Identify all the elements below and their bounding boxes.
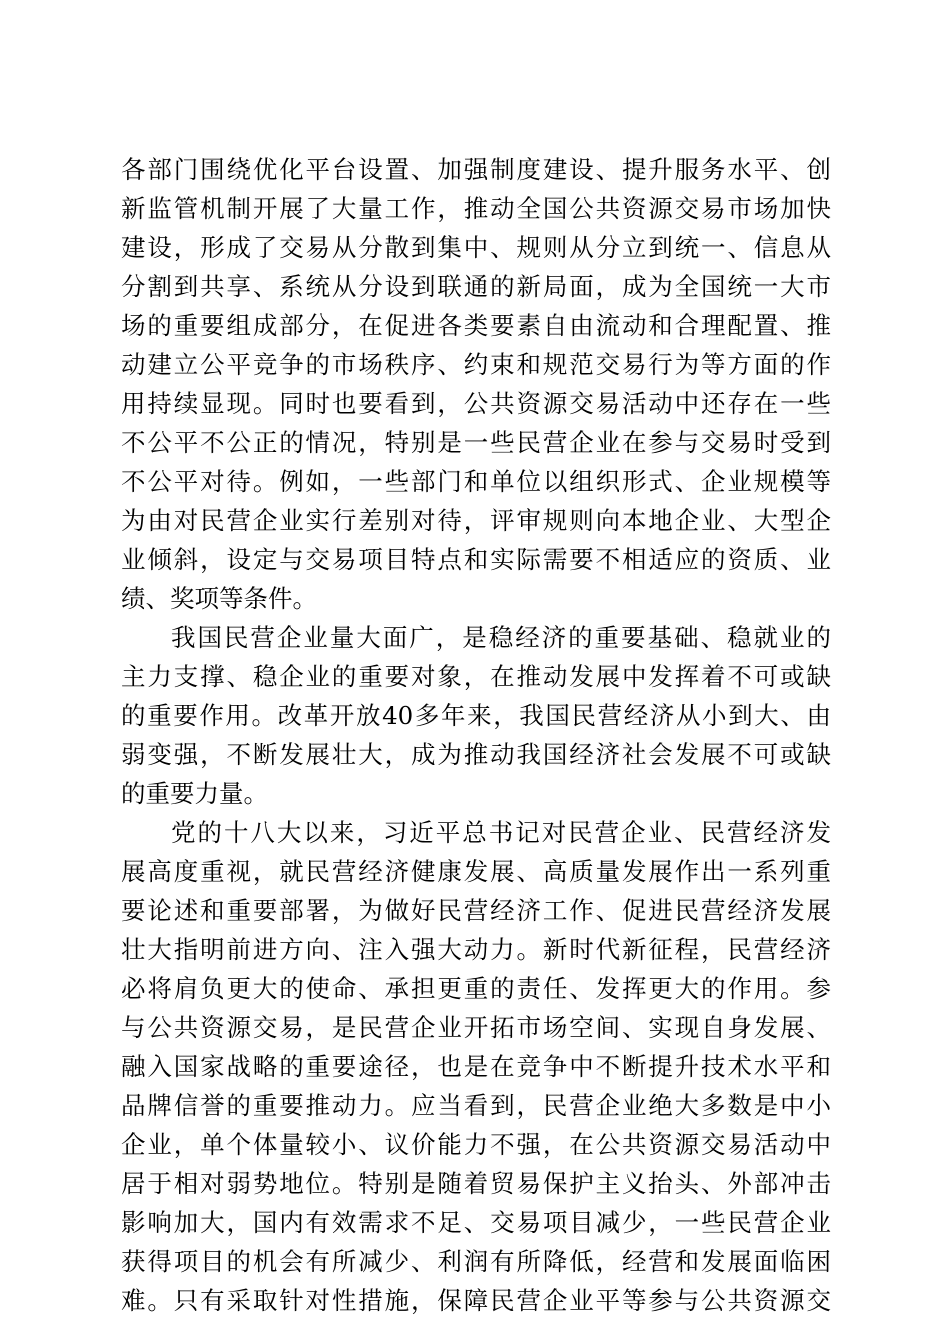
text-line: 业倾斜，设定与交易项目特点和实际需要不相适应的资质、业: [121, 545, 831, 574]
text-line: 要论述和重要部署，为做好民营经济工作、促进民营经济发展: [121, 896, 831, 925]
text-line: 的重要力量。: [121, 779, 268, 808]
text-line: 影响加大，国内有效需求不足、交易项目减少，一些民营企业: [121, 1208, 831, 1237]
text-line: 分割到共享、系统从分设到联通的新局面，成为全国统一大市: [121, 272, 831, 301]
text-line: 壮大指明前进方向、注入强大动力。新时代新征程，民营经济: [121, 935, 831, 964]
text-line: 建设，形成了交易从分散到集中、规则从分立到统一、信息从: [121, 233, 831, 262]
text-line: 弱变强，不断发展壮大，成为推动我国经济社会发展不可或缺: [121, 740, 831, 769]
paragraph: [121, 618, 831, 813]
text-line: 的重要作用。改革开放40多年来，我国民营经济从小到大、由: [121, 701, 831, 730]
text-line: 动建立公平竞争的市场秩序、约束和规范交易行为等方面的作: [121, 350, 831, 379]
text-line: 各部门围绕优化平台设置、加强制度建设、提升服务水平、创: [121, 155, 831, 184]
text-line: 不公平不公正的情况，特别是一些民营企业在参与交易时受到: [121, 428, 831, 457]
text-line: 主力支撑、稳企业的重要对象，在推动发展中发挥着不可或缺: [121, 662, 831, 691]
text-line: 为由对民营企业实行差别对待，评审规则向本地企业、大型企: [121, 506, 831, 535]
text-line: 展高度重视，就民营经济健康发展、高质量发展作出一系列重: [121, 857, 831, 886]
text-line: 居于相对弱势地位。特别是随着贸易保护主义抬头、外部冲击: [121, 1169, 831, 1198]
text-line: 不公平对待。例如，一些部门和单位以组织形式、企业规模等: [121, 467, 831, 496]
text-line: 融入国家战略的重要途径，也是在竞争中不断提升技术水平和: [121, 1052, 831, 1081]
text-line: 获得项目的机会有所减少、利润有所降低，经营和发展面临困: [121, 1247, 831, 1276]
text-line: 党的十八大以来，习近平总书记对民营企业、民营经济发: [171, 818, 831, 847]
text-line: 用持续显现。同时也要看到，公共资源交易活动中还存在一些: [121, 389, 831, 418]
paragraph: [121, 150, 831, 618]
text-line: 绩、奖项等条件。: [121, 584, 317, 613]
text-line: 场的重要组成部分，在促进各类要素自由流动和合理配置、推: [121, 311, 831, 340]
text-line: 品牌信誉的重要推动力。应当看到，民营企业绝大多数是中小: [121, 1091, 831, 1120]
body-text: [121, 150, 831, 1320]
text-line: 新监管机制开展了大量工作，推动全国公共资源交易市场加快: [121, 194, 831, 223]
text-line: 与公共资源交易，是民营企业开拓市场空间、实现自身发展、: [121, 1013, 831, 1042]
text-line: 我国民营企业量大面广，是稳经济的重要基础、稳就业的: [171, 623, 831, 652]
text-line: 必将肩负更大的使命、承担更重的责任、发挥更大的作用。参: [121, 974, 831, 1003]
text-line: 企业，单个体量较小、议价能力不强，在公共资源交易活动中: [121, 1130, 831, 1159]
text-line: 难。只有采取针对性措施，保障民营企业平等参与公共资源交: [121, 1286, 831, 1315]
paragraph: [121, 813, 831, 1320]
